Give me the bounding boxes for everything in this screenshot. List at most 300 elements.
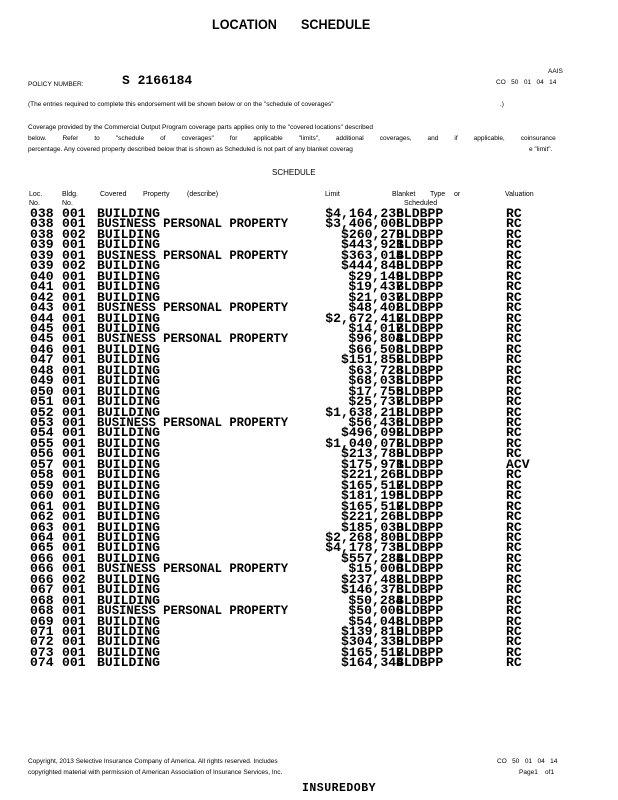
property-cell: BUILDING [97,227,161,242]
bldg-cell: 001 [62,635,86,650]
type-cell: BLDBPP [396,280,444,295]
valuation-cell: RC [506,489,522,504]
col-header-loc: Loc. [29,191,43,198]
bldg-cell: 001 [62,217,86,232]
bldg-cell: 001 [62,363,86,378]
property-cell: BUILDING [97,290,161,305]
valuation-cell: RC [506,635,522,650]
loc-cell: 038 [30,217,54,232]
table-row [0,311,618,326]
schedule-heading: SCHEDULE [272,168,316,177]
table-row [0,321,618,336]
limit-cell: $304,339 [340,635,404,650]
property-cell: BUILDING [97,572,161,587]
type-cell: BLDBPP [396,248,444,263]
coverage-line-2-word: coverages, [379,135,412,142]
page-number: 1 [534,769,538,776]
col-header-property: Property [143,191,170,198]
table-row [0,384,618,399]
bldg-cell: 001 [62,593,86,608]
page-title-schedule: SCHEDULE [301,16,371,32]
type-cell: BLDBPP [396,478,444,493]
table-row [0,478,618,493]
type-cell: BLDBPP [396,342,444,357]
type-cell: BLDBPP [396,290,444,305]
loc-cell: 038 [30,207,54,221]
loc-cell: 050 [30,384,54,399]
property-cell: BUSINESS PERSONAL PROPERTY [97,248,289,263]
bldg-cell: 001 [62,625,86,639]
bldg-cell: 001 [62,562,86,577]
type-cell: BLDBPP [396,656,444,671]
limit-cell: $50,284 [348,593,404,608]
table-row [0,468,618,483]
property-cell: BUILDING [97,489,161,504]
table-row [0,593,618,608]
type-cell: BLDBPP [396,321,444,336]
limit-cell: $557,284 [340,551,404,566]
loc-cell: 057 [30,457,54,472]
loc-cell: 038 [30,227,54,242]
limit-cell: $21,037 [348,290,404,305]
table-row [0,363,618,378]
col-header-type: Type [430,191,446,198]
property-cell: BUSINESS PERSONAL PROPERTY [97,416,289,430]
loc-cell: 051 [30,395,54,410]
bldg-cell: 002 [62,572,86,587]
type-cell: BLDBPP [396,436,444,451]
loc-cell: 053 [30,416,54,430]
table-row [0,332,618,347]
loc-cell: 055 [30,436,54,451]
table-row [0,374,618,389]
limit-cell: $151,852 [340,353,404,368]
table-row [0,395,618,410]
bldg-cell: 001 [62,656,86,671]
limit-cell: $66,508 [348,342,404,357]
property-cell: BUILDING [97,635,161,650]
page-indicator [519,769,554,776]
property-cell: BUSINESS PERSONAL PROPERTY [97,562,289,577]
loc-cell: 039 [30,259,54,274]
property-cell: BUILDING [97,207,161,221]
loc-cell: 039 [30,238,54,253]
col-header-or: or [454,191,461,198]
copyright-line-2: copyrighted material with permission of American Association of Insurance Services, Inc. [28,769,283,776]
page-label: Page [519,769,535,776]
limit-cell: $4,164,236 [325,207,404,221]
coverage-line-2 [28,135,556,142]
table-row [0,416,618,430]
loc-cell: 060 [30,489,54,504]
limit-cell: $213,789 [340,447,404,462]
valuation-cell: RC [506,614,522,629]
valuation-cell: RC [506,248,522,263]
bldg-cell: 001 [62,280,86,295]
property-cell: BUILDING [97,614,161,629]
bldg-cell: 001 [62,457,86,472]
col-header-blanket: Blanket [392,191,416,198]
type-cell: BLDBPP [396,207,444,221]
limit-cell: $443,921 [340,238,404,253]
bldg-cell: 001 [62,416,86,430]
limit-cell: $444,840 [340,259,404,274]
limit-cell: $165,517 [340,499,404,514]
loc-cell: 067 [30,583,54,598]
bldg-cell: 001 [62,541,86,556]
property-cell: BUILDING [97,468,161,483]
table-row [0,269,618,284]
table-row [0,436,618,451]
type-cell: BLDBPP [396,541,444,556]
loc-cell: 071 [30,625,54,639]
type-cell: BLDBPP [396,457,444,472]
loc-cell: 056 [30,447,54,462]
table-row [0,583,618,598]
property-cell: BUILDING [97,551,161,566]
valuation-cell: RC [506,551,522,566]
bldg-cell: 001 [62,520,86,535]
policy-number-label: POLICY NUMBER: [28,81,84,88]
bldg-cell: 002 [62,227,86,242]
property-cell: BUILDING [97,259,161,274]
table-row [0,353,618,368]
property-cell: BUSINESS PERSONAL PROPERTY [97,301,289,316]
loc-cell: 047 [30,353,54,368]
limit-cell: $17,755 [348,384,404,399]
property-cell: BUILDING [97,625,161,639]
table-row [0,635,618,650]
table-row [0,541,618,556]
limit-cell: $185,039 [340,520,404,535]
table-row [0,510,618,525]
limit-cell: $221,263 [340,468,404,483]
valuation-cell: RC [506,259,522,274]
table-row [0,457,618,472]
loc-cell: 046 [30,342,54,357]
valuation-cell: RC [506,332,522,347]
bldg-cell: 001 [62,374,86,389]
property-cell: BUILDING [97,530,161,545]
coverage-line-2-word: applicable [253,135,283,142]
table-row [0,562,618,577]
property-cell: BUILDING [97,426,161,441]
bldg-cell: 001 [62,353,86,368]
valuation-cell: RC [506,416,522,430]
table-row [0,227,618,242]
type-cell: BLDBPP [396,269,444,284]
col-header-scheduled: Scheduled [404,200,438,207]
valuation-cell: RC [506,280,522,295]
valuation-cell: RC [506,436,522,451]
valuation-cell: RC [506,572,522,587]
property-cell: BUILDING [97,321,161,336]
property-cell: BUILDING [97,363,161,378]
coverage-line-2-word: of [160,135,166,142]
loc-cell: 063 [30,520,54,535]
loc-cell: 065 [30,541,54,556]
loc-cell: 073 [30,645,54,660]
valuation-cell: RC [506,353,522,368]
valuation-cell: RC [506,342,522,357]
type-cell: BLDBPP [396,259,444,274]
coverage-line-1: Coverage provided by the Commercial Output Program coverage parts applies only to the "covered locations" described [28,124,373,131]
loc-cell: 069 [30,614,54,629]
table-row [0,625,618,639]
limit-cell: $363,014 [340,248,404,263]
limit-cell: $48,402 [348,301,404,316]
valuation-cell: RC [506,207,522,221]
table-row [0,530,618,545]
property-cell: BUILDING [97,395,161,410]
limit-cell: $164,344 [340,656,404,671]
coverage-line-2-word: additional [335,135,364,142]
table-row [0,604,618,619]
bldg-cell: 001 [62,301,86,316]
loc-cell: 068 [30,604,54,619]
type-cell: BLDBPP [396,468,444,483]
table-row [0,301,618,316]
property-cell: BUILDING [97,645,161,660]
valuation-cell: RC [506,468,522,483]
valuation-cell: RC [506,583,522,598]
bldg-cell: 001 [62,468,86,483]
coverage-line-2-word: and [427,135,439,142]
type-cell: BLDBPP [396,551,444,566]
coverage-line-3-end: e "limit". [529,146,553,153]
loc-cell: 074 [30,656,54,671]
insured-copy-stamp: INSUREDOBY [302,782,377,795]
type-cell: BLDBPP [396,489,444,504]
valuation-cell: RC [506,510,522,525]
loc-cell: 064 [30,530,54,545]
bldg-cell: 001 [62,614,86,629]
limit-cell: $4,178,735 [325,541,404,556]
coverage-line-2-word: coinsurance [520,135,556,142]
coverage-line-2-word: to [94,135,100,142]
of-label: of [545,769,551,776]
bldg-cell: 001 [62,238,86,253]
valuation-cell: RC [506,405,522,420]
bldg-cell: 001 [62,426,86,441]
property-cell: BUILDING [97,280,161,295]
property-cell: BUILDING [97,478,161,493]
property-cell: BUILDING [97,520,161,535]
coverage-line-2-word: if [454,135,458,142]
limit-cell: $165,517 [340,478,404,493]
limit-cell: $54,048 [348,614,404,629]
coverage-line-2-word: "limits", [298,135,320,142]
bldg-cell: 001 [62,342,86,357]
page-title-location: LOCATION [212,16,277,32]
bldg-cell: 001 [62,551,86,566]
valuation-cell: RC [506,520,522,535]
type-cell: BLDBPP [396,332,444,347]
valuation-cell: RC [506,625,522,639]
valuation-cell: RC [506,478,522,493]
table-row [0,645,618,660]
limit-cell: $181,195 [340,489,404,504]
valuation-cell: RC [506,656,522,671]
valuation-cell: RC [506,426,522,441]
limit-cell: $3,406,008 [325,217,404,232]
valuation-cell: RC [506,593,522,608]
bldg-cell: 001 [62,645,86,660]
bldg-cell: 001 [62,321,86,336]
table-row [0,207,618,221]
type-cell: BLDBPP [396,395,444,410]
type-cell: BLDBPP [396,416,444,430]
type-cell: BLDBPP [396,447,444,462]
table-row [0,426,618,441]
loc-cell: 059 [30,478,54,493]
coverage-line-2-word: below. [28,135,47,142]
limit-cell: $2,268,800 [325,530,404,545]
loc-cell: 045 [30,332,54,347]
property-cell: BUILDING [97,342,161,357]
loc-cell: 041 [30,280,54,295]
loc-cell: 043 [30,301,54,316]
limit-cell: $68,033 [348,374,404,389]
property-cell: BUILDING [97,583,161,598]
valuation-cell: RC [506,384,522,399]
property-cell: BUSINESS PERSONAL PROPERTY [97,604,289,619]
loc-cell: 066 [30,572,54,587]
valuation-cell: RC [506,604,522,619]
bldg-cell: 001 [62,207,86,221]
table-row [0,342,618,357]
valuation-cell: RC [506,311,522,326]
type-cell: BLDBPP [396,645,444,660]
copyright-line-1: Copyright, 2013 Selective Insurance Company of America. All rights reserved. Includes [28,758,278,765]
loc-cell: 039 [30,248,54,263]
property-cell: BUILDING [97,510,161,525]
aais-label: AAIS [548,68,563,75]
col-header-limit: Limit [325,191,340,198]
limit-cell: $496,092 [340,426,404,441]
type-cell: BLDBPP [396,562,444,577]
property-cell: BUILDING [97,353,161,368]
limit-cell: $56,436 [348,416,404,430]
property-cell: BUILDING [97,499,161,514]
limit-cell: $29,149 [348,269,404,284]
coverage-line-2-word: for [229,135,238,142]
type-cell: BLDBPP [396,311,444,326]
valuation-cell: RC [506,227,522,242]
loc-cell: 066 [30,562,54,577]
bldg-cell: 001 [62,248,86,263]
bldg-cell: 001 [62,530,86,545]
bldg-cell: 001 [62,583,86,598]
valuation-cell: RC [506,530,522,545]
bldg-cell: 001 [62,311,86,326]
type-cell: BLDBPP [396,593,444,608]
bldg-cell: 001 [62,290,86,305]
entries-note: (The entries required to complete this endorsement will be shown below or on the "schedule of coverages" [28,101,334,108]
table-row [0,551,618,566]
table-row [0,238,618,253]
coverage-line-3: percentage. Any covered property described below that is shown as Scheduled is not part of any blanket coverag [28,146,353,153]
coverage-line-2-word: applicable, [473,135,505,142]
policy-number-value: S 2166184 [122,73,193,88]
col-header-valuation: Valuation [505,191,534,198]
col-header-bldg: Bldg. [62,191,78,198]
table-row [0,572,618,587]
valuation-cell: RC [506,363,522,378]
bldg-cell: 001 [62,436,86,451]
loc-cell: 066 [30,551,54,566]
type-cell: BLDBPP [396,227,444,242]
loc-cell: 054 [30,426,54,441]
loc-cell: 068 [30,593,54,608]
table-row [0,520,618,535]
coverage-line-2-word: Refer [62,135,79,142]
col-header-describe: (describe) [187,191,219,198]
limit-cell: $146,373 [340,583,404,598]
type-cell: BLDBPP [396,604,444,619]
type-cell: BLDBPP [396,384,444,399]
valuation-cell: RC [506,301,522,316]
table-row [0,248,618,263]
type-cell: BLDBPP [396,217,444,232]
coverage-line-2-word: coverages" [181,135,214,142]
type-cell: BLDBPP [396,530,444,545]
limit-cell: $19,437 [348,280,404,295]
bldg-cell: 001 [62,489,86,504]
entries-note-close: .) [500,101,504,108]
limit-cell: $50,000 [348,604,404,619]
property-cell: BUILDING [97,447,161,462]
valuation-cell: RC [506,447,522,462]
limit-cell: $63,728 [348,363,404,378]
type-cell: BLDBPP [396,363,444,378]
limit-cell: $237,482 [340,572,404,587]
loc-cell: 044 [30,311,54,326]
limit-cell: $1,638,218 [325,405,404,420]
col-header-bldg-no: No. [62,200,73,207]
type-cell: BLDBPP [396,301,444,316]
property-cell: BUILDING [97,238,161,253]
loc-cell: 052 [30,405,54,420]
bldg-cell: 002 [62,259,86,274]
valuation-cell: RC [506,374,522,389]
limit-cell: $139,819 [340,625,404,639]
valuation-cell: RC [506,238,522,253]
limit-cell: $175,971 [340,457,404,472]
loc-cell: 049 [30,374,54,389]
valuation-cell: ACV [506,457,530,472]
limit-cell: $14,017 [348,321,404,336]
valuation-cell: RC [506,395,522,410]
property-cell: BUILDING [97,384,161,399]
col-header-covered: Covered [100,191,127,198]
property-cell: BUILDING [97,269,161,284]
property-cell: BUSINESS PERSONAL PROPERTY [97,332,289,347]
property-cell: BUILDING [97,541,161,556]
loc-cell: 072 [30,635,54,650]
limit-cell: $1,040,072 [325,436,404,451]
table-row [0,217,618,232]
bldg-cell: 001 [62,395,86,410]
limit-cell: $260,270 [340,227,404,242]
type-cell: BLDBPP [396,426,444,441]
bldg-cell: 001 [62,269,86,284]
coverage-line-2-word: "schedule [115,135,145,142]
type-cell: BLDBPP [396,614,444,629]
table-row [0,499,618,514]
type-cell: BLDBPP [396,520,444,535]
valuation-cell: RC [506,499,522,514]
